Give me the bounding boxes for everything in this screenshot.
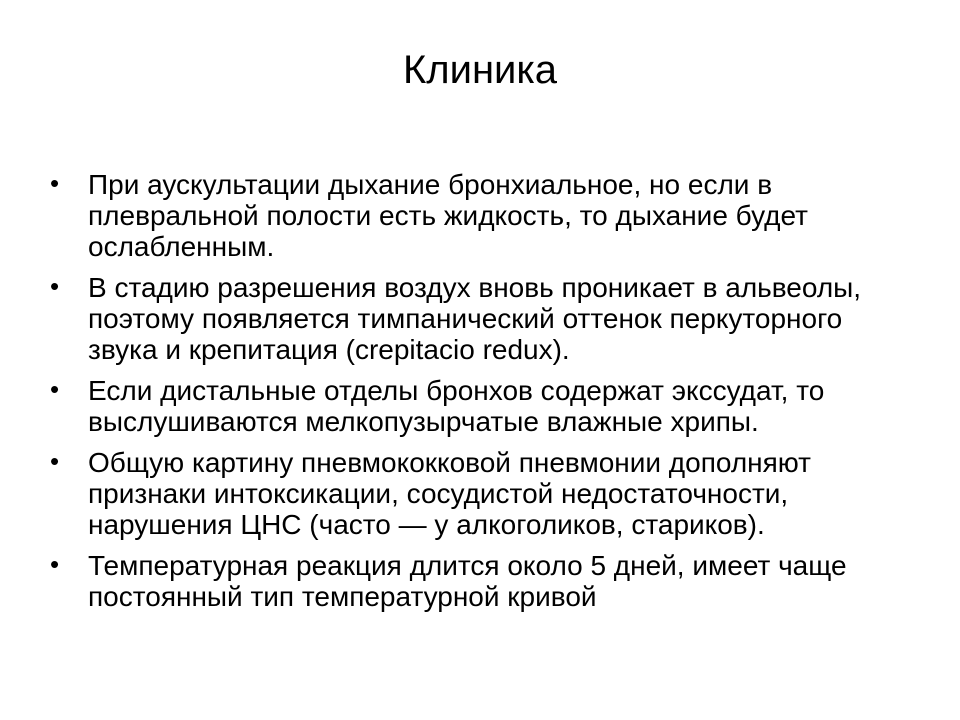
bullet-dot-icon: •: [50, 271, 60, 301]
bullet-text: При аускультации дыхание бронхиальное, но если в плевральной полости есть жидкость, то дыхание будет ослабленным.: [88, 169, 808, 262]
bullet-dot-icon: •: [50, 549, 60, 579]
bullet-item: [48, 447, 908, 540]
bullet-item: [48, 375, 908, 437]
bullet-list: [48, 169, 908, 622]
bullet-item: [48, 169, 908, 262]
bullet-item: [48, 272, 908, 365]
bullet-dot-icon: •: [50, 446, 60, 476]
bullet-item: [48, 550, 908, 612]
bullet-text: Температурная реакция длится около 5 дней, имеет чаще постоянный тип температурной кривой: [88, 550, 847, 612]
slide-title: Клиника: [402, 48, 558, 92]
bullet-text: В стадию разрешения воздух вновь проникает в альвеолы, поэтому появляется тимпанический оттенок перкуторного звука и крепитация (crepitacio redux).: [88, 272, 862, 365]
bullet-text: Общую картину пневмококковой пневмонии дополняют признаки интоксикации, сосудистой недостаточности, нарушения ЦНС (часто — у алкоголиков, стариков).: [88, 447, 812, 540]
bullet-dot-icon: •: [50, 168, 60, 198]
bullet-dot-icon: •: [50, 374, 60, 404]
bullet-text: Если дистальные отделы бронхов содержат экссудат, то выслушиваются мелкопузырчатые влажные хрипы.: [88, 375, 825, 437]
